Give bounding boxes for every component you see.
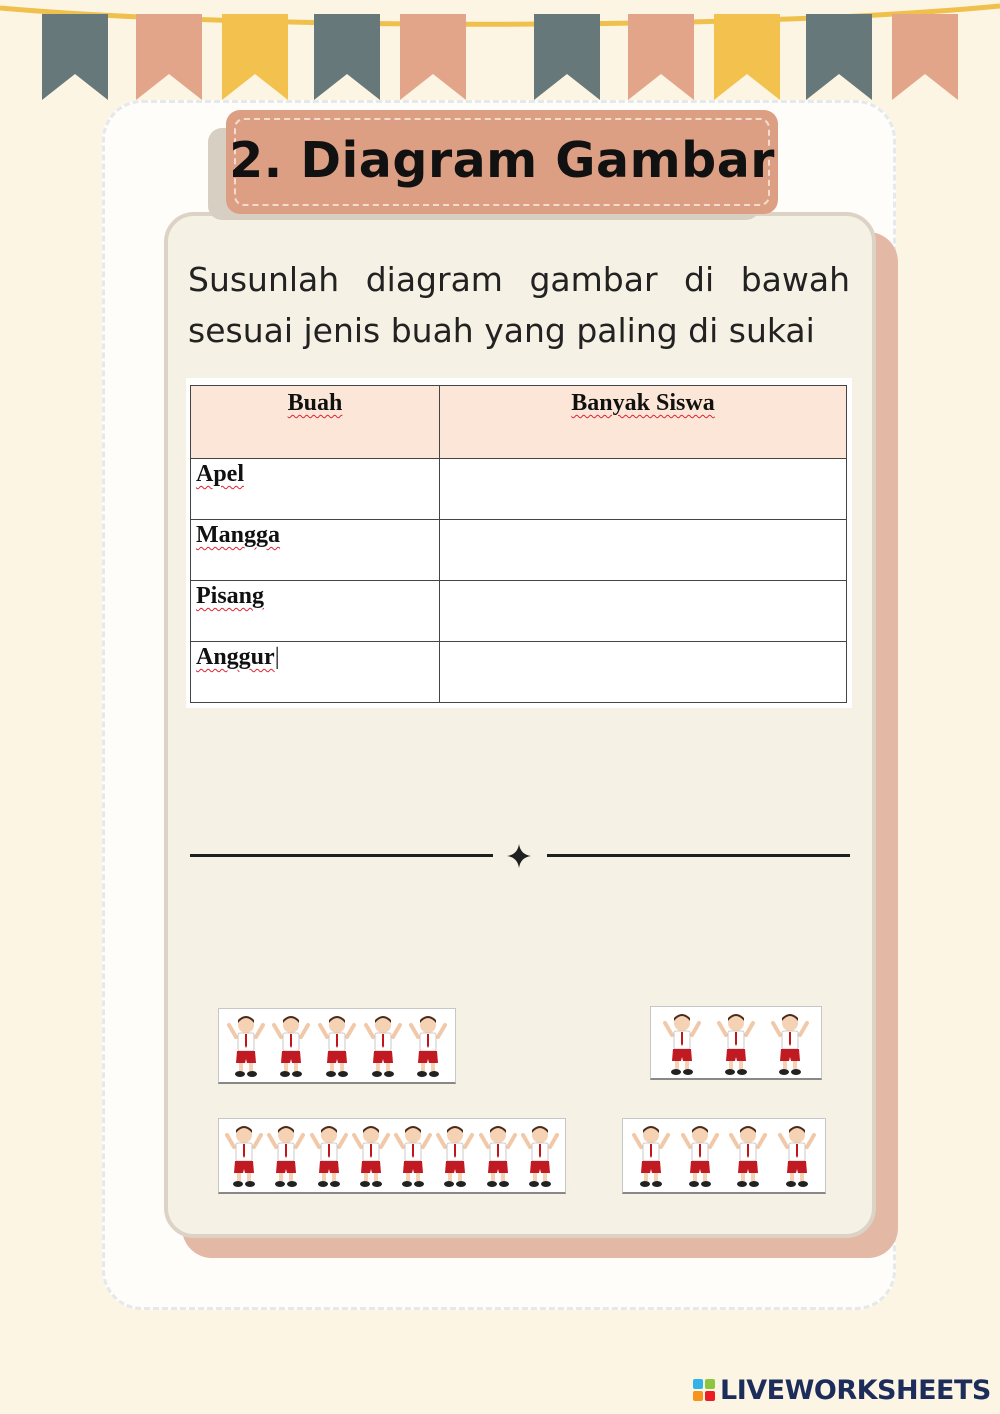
student-figure-icon	[266, 1123, 306, 1189]
student-figure-icon	[777, 1123, 817, 1189]
bunting-decoration	[0, 0, 1000, 110]
liveworksheets-logo	[692, 1374, 991, 1406]
student-figure-icon	[271, 1013, 311, 1079]
student-figure-icon	[224, 1123, 264, 1189]
page-title: 2. Diagram Gambar	[229, 132, 775, 189]
header-banyak-siswa: Banyak Siswa	[440, 386, 847, 459]
brand-name: LIVEWORKSHEETS	[720, 1374, 991, 1406]
strip-3-students[interactable]	[650, 1006, 822, 1080]
student-figure-icon	[226, 1013, 266, 1079]
instruction-text: Susunlah diagram gambar di bawah sesuai jenis buah yang paling di sukai	[188, 260, 850, 350]
count-drop-zone[interactable]	[440, 581, 847, 642]
fruit-cell: Anggur|	[191, 642, 440, 703]
table-header-row	[191, 386, 847, 459]
student-figure-icon	[680, 1123, 720, 1189]
bunting-flag	[534, 14, 600, 100]
student-figure-icon	[478, 1123, 518, 1189]
header-buah: Buah	[191, 386, 440, 459]
bunting-flag	[628, 14, 694, 100]
bunting-flag	[400, 14, 466, 100]
strip-4-students[interactable]	[622, 1118, 826, 1194]
fruit-cell: Pisang	[191, 581, 440, 642]
student-figure-icon	[351, 1123, 391, 1189]
bunting-flag	[222, 14, 288, 100]
bunting-flag	[314, 14, 380, 100]
student-figure-icon	[631, 1123, 671, 1189]
student-figure-icon	[728, 1123, 768, 1189]
count-drop-zone[interactable]	[440, 642, 847, 703]
fruit-cell: Apel	[191, 459, 440, 520]
count-drop-zone[interactable]	[440, 459, 847, 520]
student-figure-icon	[770, 1011, 810, 1077]
bunting-flag	[42, 14, 108, 100]
bunting-flag	[892, 14, 958, 100]
student-figure-icon	[520, 1123, 560, 1189]
fruit-table-container	[186, 378, 852, 708]
student-figure-icon	[363, 1013, 403, 1079]
table-row	[191, 581, 847, 642]
student-figure-icon	[716, 1011, 756, 1077]
bunting-flag	[136, 14, 202, 100]
sparkle-icon	[505, 842, 533, 870]
fruit-cell: Mangga	[191, 520, 440, 581]
table-row	[191, 520, 847, 581]
divider-line-left	[190, 854, 493, 857]
student-figure-icon	[309, 1123, 349, 1189]
title-box	[226, 110, 778, 214]
table-row	[191, 642, 847, 703]
strip-8-students[interactable]	[218, 1118, 566, 1194]
count-drop-zone[interactable]	[440, 520, 847, 581]
table-row	[191, 459, 847, 520]
student-figure-icon	[317, 1013, 357, 1079]
student-figure-icon	[408, 1013, 448, 1079]
student-figure-icon	[393, 1123, 433, 1189]
fruit-table	[190, 385, 847, 703]
content-card	[164, 212, 876, 1238]
divider-line-right	[547, 854, 850, 857]
bunting-flag	[806, 14, 872, 100]
student-figure-icon	[662, 1011, 702, 1077]
student-figure-icon	[435, 1123, 475, 1189]
liveworksheets-logo-icon	[692, 1378, 716, 1402]
strip-5-students[interactable]	[218, 1008, 456, 1084]
bunting-flag	[714, 14, 780, 100]
